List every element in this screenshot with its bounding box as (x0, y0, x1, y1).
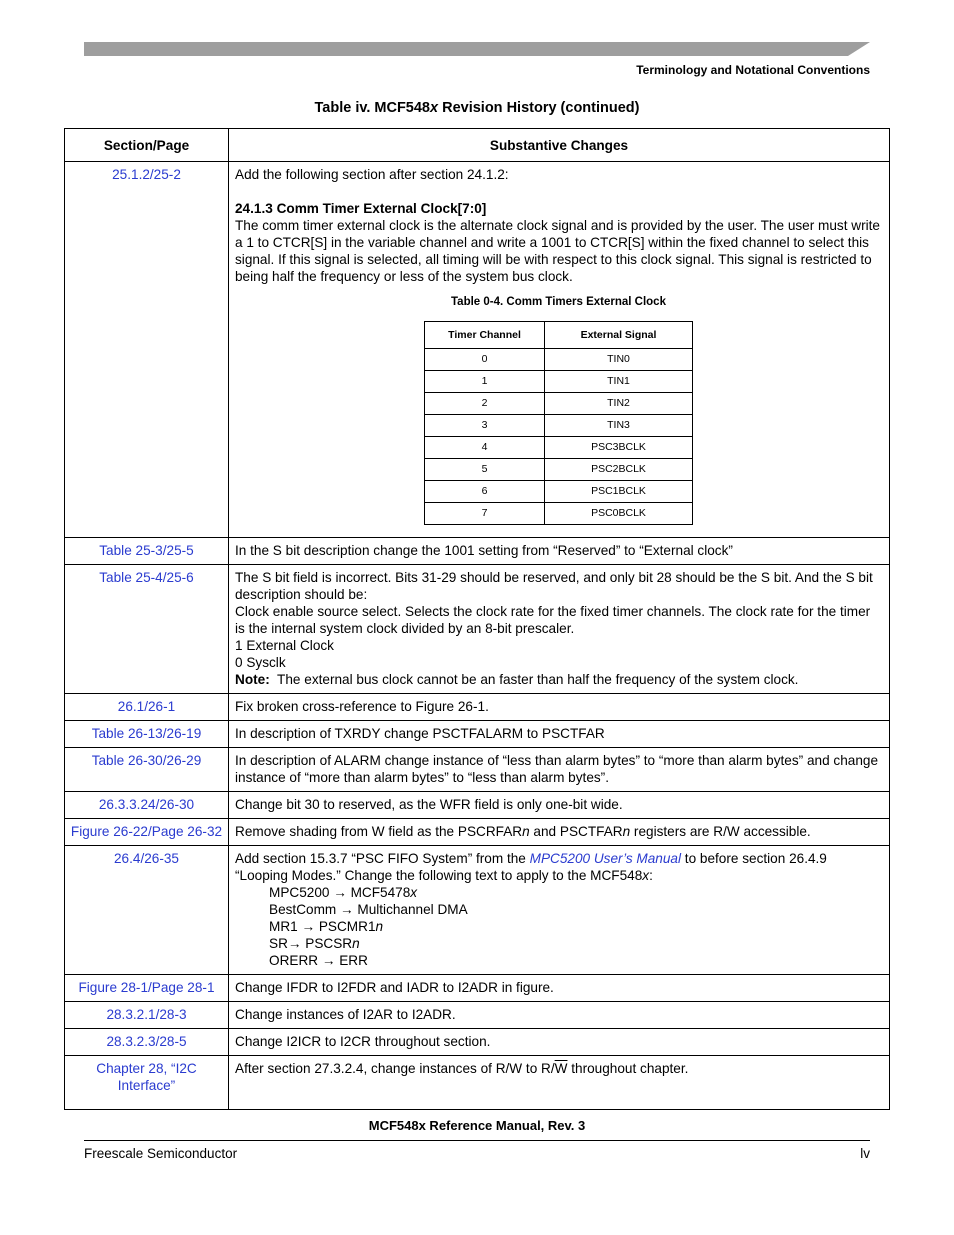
signal-cell: TIN2 (545, 393, 693, 415)
section-link[interactable]: Figure 26-22/Page 26-32 (65, 819, 229, 846)
change-text: Change instances of I2AR to I2ADR. (229, 1002, 890, 1029)
mapping-italic: x (410, 885, 418, 900)
signal-cell: TIN3 (545, 415, 693, 437)
change-italic: x (642, 868, 650, 883)
change-text: 1 External Clock (235, 638, 334, 653)
table-row (65, 721, 890, 748)
change-text: Clock enable source select. Selects the clock rate for the fixed timer channels. The clock rate for the timer is the internal system clock divided by an 8-bit prescaler. (235, 604, 871, 636)
change-italic: n (622, 824, 631, 839)
inner-row (425, 437, 693, 459)
note-text: The external bus clock cannot be an faster than half the frequency of the system clock. (269, 672, 799, 687)
note-label: Note: (235, 672, 270, 687)
table-row (65, 819, 890, 846)
revision-history-table (64, 128, 890, 1110)
table-row (65, 694, 890, 721)
col-header-changes: Substantive Changes (229, 129, 890, 162)
section-link[interactable]: 28.3.2.3/28-5 (65, 1029, 229, 1056)
inner-row (425, 503, 693, 525)
change-cell (229, 162, 890, 538)
change-text: throughout chapter. (567, 1061, 689, 1076)
signal-cell: PSC2BCLK (545, 459, 693, 481)
change-cell (229, 1056, 890, 1110)
note (235, 671, 882, 688)
change-text: In description of ALARM change instance of “less than alarm bytes” to “more than alarm bytes” and change instance of “more than alarm bytes” to “less than alarm bytes”. (229, 748, 890, 792)
mapping-italic: n (352, 936, 360, 951)
channel-cell: 4 (425, 437, 545, 459)
mapping-text: MR1 → PSCMR1 (269, 919, 376, 934)
table-row (65, 565, 890, 694)
change-text-part: to before section 26.4.9 “Looping Modes.” Change the following text to apply to the MCF548 (235, 851, 831, 883)
inner-table-caption: Table 0-4. Comm Timers External Clock (451, 296, 666, 308)
col-header-section: Section/Page (65, 129, 229, 162)
inner-row (425, 349, 693, 371)
table-title (0, 100, 954, 116)
inner-col-header: Timer Channel (425, 322, 545, 349)
change-text: registers are R/W accessible. (630, 824, 811, 839)
company-name: Freescale Semiconductor (84, 1146, 238, 1161)
mapping-text: ORERR → ERR (269, 953, 368, 968)
running-head: Terminology and Notational Conventions (636, 63, 870, 77)
mapping-line (235, 952, 882, 969)
table-row (65, 792, 890, 819)
inner-row (425, 371, 693, 393)
table-row (65, 1002, 890, 1029)
table-row (65, 1029, 890, 1056)
table-title-text: Table iv. MCF548 (314, 100, 430, 116)
manual-title: MCF548x Reference Manual, Rev. 3 (368, 1118, 586, 1133)
footer-rule (84, 1140, 870, 1141)
change-text: Change I2ICR to I2CR throughout section. (229, 1029, 890, 1056)
channel-cell: 2 (425, 393, 545, 415)
change-text: Change IFDR to I2FDR and IADR to I2ADR in figure. (229, 975, 890, 1002)
change-text (235, 850, 882, 884)
change-text-part: : (649, 868, 653, 883)
mapping-line (235, 884, 882, 901)
section-link[interactable]: 25.1.2/25-2 (65, 162, 229, 538)
channel-cell: 1 (425, 371, 545, 393)
change-cell (229, 565, 890, 694)
table-title-suffix: Revision History (continued) (438, 100, 640, 116)
mapping-line (235, 918, 882, 935)
inner-row (425, 393, 693, 415)
mpc5200-manual-link[interactable]: MPC5200 User’s Manual (529, 851, 682, 866)
signal-cell: TIN0 (545, 349, 693, 371)
change-text: Change bit 30 to reserved, as the WFR field is only one-bit wide. (229, 792, 890, 819)
change-cell (229, 846, 890, 975)
channel-cell: 6 (425, 481, 545, 503)
change-text: After section 27.3.2.4, change instances of R/W to R/ (235, 1061, 555, 1076)
channel-cell: 5 (425, 459, 545, 481)
change-text: The S bit field is incorrect. Bits 31-29 should be reserved, and only bit 28 should be the S bit. And the S bit description should be: (235, 570, 873, 602)
change-overline: $\overline{W}$ (554, 1061, 568, 1076)
mapping-line (235, 935, 882, 952)
channel-cell: 7 (425, 503, 545, 525)
signal-cell: PSC0BCLK (545, 503, 693, 525)
section-link[interactable]: Table 26-13/26-19 (65, 721, 229, 748)
mapping-text: BestComm → Multichannel DMA (269, 902, 468, 917)
table-row (65, 538, 890, 565)
section-link[interactable]: Table 25-4/25-6 (65, 565, 229, 694)
subsection-heading: 24.1.3 Comm Timer External Clock[7:0] (235, 201, 487, 216)
channel-cell: 3 (425, 415, 545, 437)
table-row (65, 748, 890, 792)
change-text-part: Add section 15.3.7 “PSC FIFO System” from the (235, 851, 530, 866)
page-number: lv (860, 1146, 870, 1161)
channel-cell: 0 (425, 349, 545, 371)
header-rule-bar (84, 42, 870, 56)
change-text: In the S bit description change the 1001 setting from “Reserved” to “External clock” (229, 538, 890, 565)
mapping-italic: n (375, 919, 384, 934)
change-cell (229, 819, 890, 846)
change-text: and PSCTFAR (529, 824, 623, 839)
section-link[interactable]: Chapter 28, “I2C Interface” (65, 1056, 229, 1110)
change-text: Fix broken cross-reference to Figure 26-1. (229, 694, 890, 721)
inner-row (425, 481, 693, 503)
change-text: Add the following section after section 24.1.2: (235, 167, 509, 182)
section-link[interactable]: Table 26-30/26-29 (65, 748, 229, 792)
section-link[interactable]: 26.1/26-1 (65, 694, 229, 721)
change-italic: n (522, 824, 530, 839)
section-link[interactable]: 28.3.2.1/28-3 (65, 1002, 229, 1029)
table-row (65, 1056, 890, 1110)
table-title-variant: x (430, 100, 439, 116)
change-text: 0 Sysclk (235, 655, 286, 670)
comm-timers-table (424, 321, 693, 525)
section-link[interactable]: Figure 28-1/Page 28-1 (65, 975, 229, 1002)
section-link[interactable]: 26.3.3.24/26-30 (65, 792, 229, 819)
table-row (65, 846, 890, 975)
section-link[interactable]: Table 25-3/25-5 (65, 538, 229, 565)
signal-cell: TIN1 (545, 371, 693, 393)
table-row (65, 162, 890, 538)
inner-header-row (425, 322, 693, 349)
inner-row (425, 415, 693, 437)
change-text: Remove shading from W field as the PSCRFAR (235, 824, 523, 839)
signal-cell: PSC3BCLK (545, 437, 693, 459)
signal-cell: PSC1BCLK (545, 481, 693, 503)
inner-col-header: External Signal (545, 322, 693, 349)
change-text: The comm timer external clock is the alternate clock signal and is provided by the user. The user must write a 1 to CTCR[S] in the variable channel and write a 1001 to CTCR[S] within the fixed channel to select this signal. If this signal is selected, all timing will be with respect to this clock signal. This signal is restricted to being half the frequency or less of the system bus clock. (235, 218, 880, 284)
mapping-text: SR→ PSCSR (269, 936, 353, 951)
mapping-line (235, 901, 882, 918)
table-row (65, 975, 890, 1002)
table-header-row (65, 129, 890, 162)
mapping-text: MPC5200 → MCF5478 (269, 885, 411, 900)
section-link[interactable]: 26.4/26-35 (65, 846, 229, 975)
change-text: In description of TXRDY change PSCTFALARM to PSCTFAR (229, 721, 890, 748)
inner-row (425, 459, 693, 481)
